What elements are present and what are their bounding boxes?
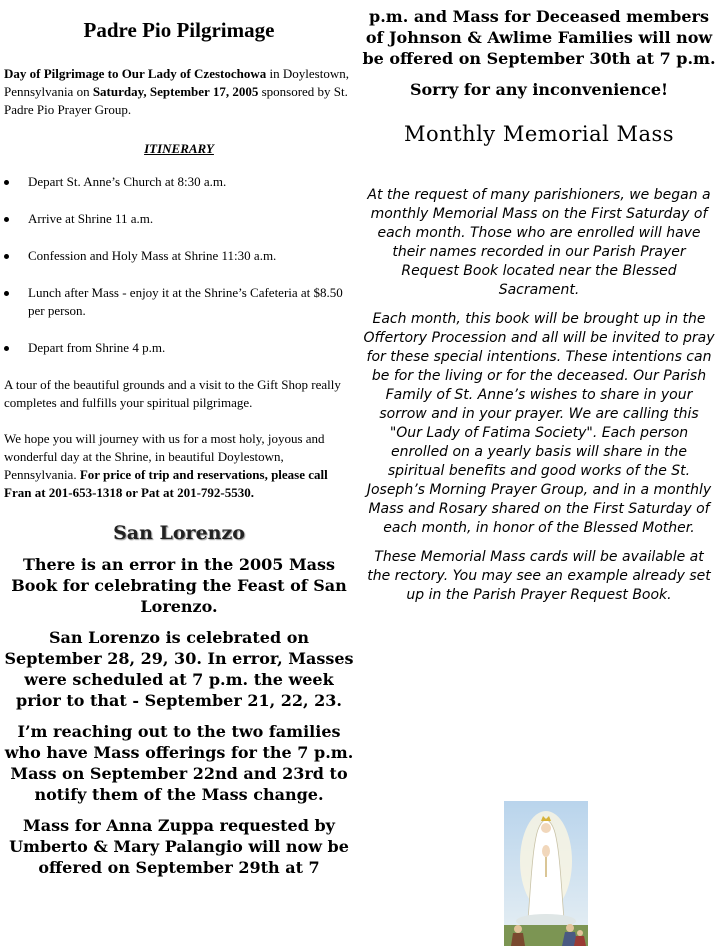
pilgrimage-title: Padre Pio Pilgrimage [83, 18, 275, 42]
bullet-icon [4, 180, 9, 185]
bullet-icon [4, 217, 9, 222]
itinerary-item: Lunch after Mass - enjoy it at the Shrine’s Cafeteria at $8.50 per person. [4, 284, 354, 320]
hope-paragraph: We hope you will journey with us for a most holy, joyous and wonderful day at the Shrine, in beautiful Doylestown, Pennsylvania. For price of trip and reservations, please call Fran at 201-653-1318 or Pat at 201-792-5530. [4, 431, 328, 500]
itinerary-item: Arrive at Shrine 11 a.m. [4, 210, 354, 228]
intro-bold-1: Day of Pilgrimage to Our Lady of Czestochowa [4, 66, 267, 81]
lorenzo-paragraph: San Lorenzo is celebrated on September 28, 29, 30. In error, Masses were scheduled at 7 p.m. the week prior to that - September 21, 22, 23. [4, 628, 354, 710]
itinerary-item: Depart St. Anne’s Church at 8:30 a.m. [4, 173, 354, 191]
itinerary-heading: ITINERARY [144, 141, 214, 156]
reservation-contact: For price of trip and reservations, please call Fran at 201-653-1318 or Pat at 201-792-5530. [4, 467, 328, 500]
right-column [362, 0, 716, 615]
our-lady-of-fatima-image [504, 801, 588, 946]
memorial-paragraph: These Memorial Mass cards will be available at the rectory. You may see an example already set up in the Parish Prayer Request Book. [367, 549, 711, 603]
bullet-icon [4, 346, 9, 351]
bullet-icon [4, 254, 9, 259]
apology-text: Sorry for any inconvenience! [409, 80, 669, 99]
left-column [4, 0, 354, 888]
continued-paragraph: p.m. and Mass for Deceased members of Johnson & Awlime Families will now be offered on September 30th at 7 p.m. [362, 7, 716, 68]
memorial-paragraph: At the request of many parishioners, we began a monthly Memorial Mass on the First Saturday of each month. Those who are enrolled will have their names recorded in our Parish Prayer Request Book located near the Blessed Sacrament. [367, 187, 711, 298]
lorenzo-paragraph: Mass for Anna Zuppa requested by Umberto & Mary Palangio will now be offered on September 29th at 7 [9, 816, 349, 877]
intro-text-2: sponsored by St. Padre Pio Prayer Group. [4, 84, 348, 117]
intro-text-1: in Doylestown, Pennsylvania on [4, 66, 349, 99]
itinerary-item: Depart from Shrine 4 p.m. [4, 339, 354, 357]
intro-bold-2: Saturday, September 17, 2005 [92, 84, 259, 99]
pilgrimage-intro [4, 65, 354, 119]
memorial-title: Monthly Memorial Mass [403, 122, 675, 146]
lorenzo-paragraph: I’m reaching out to the two families who have Mass offerings for the 7 p.m. Mass on September 22nd and 23rd to notify them of the Mass change. [4, 722, 354, 804]
itinerary-item: Confession and Holy Mass at Shrine 11:30 a.m. [4, 247, 354, 265]
memorial-paragraph: Each month, this book will be brought up in the Offertory Procession and all will be invited to pray for these special intentions. These intentions can be for the living or for the deceased. Our Parish Family of St. Anne’s wishes to share in your sorrow and in your prayer. We are calling this "Our Lady of Fatima Society". Each person enrolled on a yearly basis will share in the spiritual benefits and good works of the St. Joseph’s Morning Prayer Group, and in a monthly Mass and Rosary shared on the First Saturday of each month, in honor of the Blessed Mother. [363, 311, 715, 536]
lorenzo-title: San Lorenzo [113, 522, 245, 544]
itinerary-list [4, 173, 354, 357]
lorenzo-paragraph: There is an error in the 2005 Mass Book for celebrating the Feast of San Lorenzo. [11, 555, 347, 616]
tour-paragraph: A tour of the beautiful grounds and a visit to the Gift Shop really completes and fulfills your spiritual pilgrimage. [4, 377, 341, 410]
bullet-icon [4, 291, 9, 296]
